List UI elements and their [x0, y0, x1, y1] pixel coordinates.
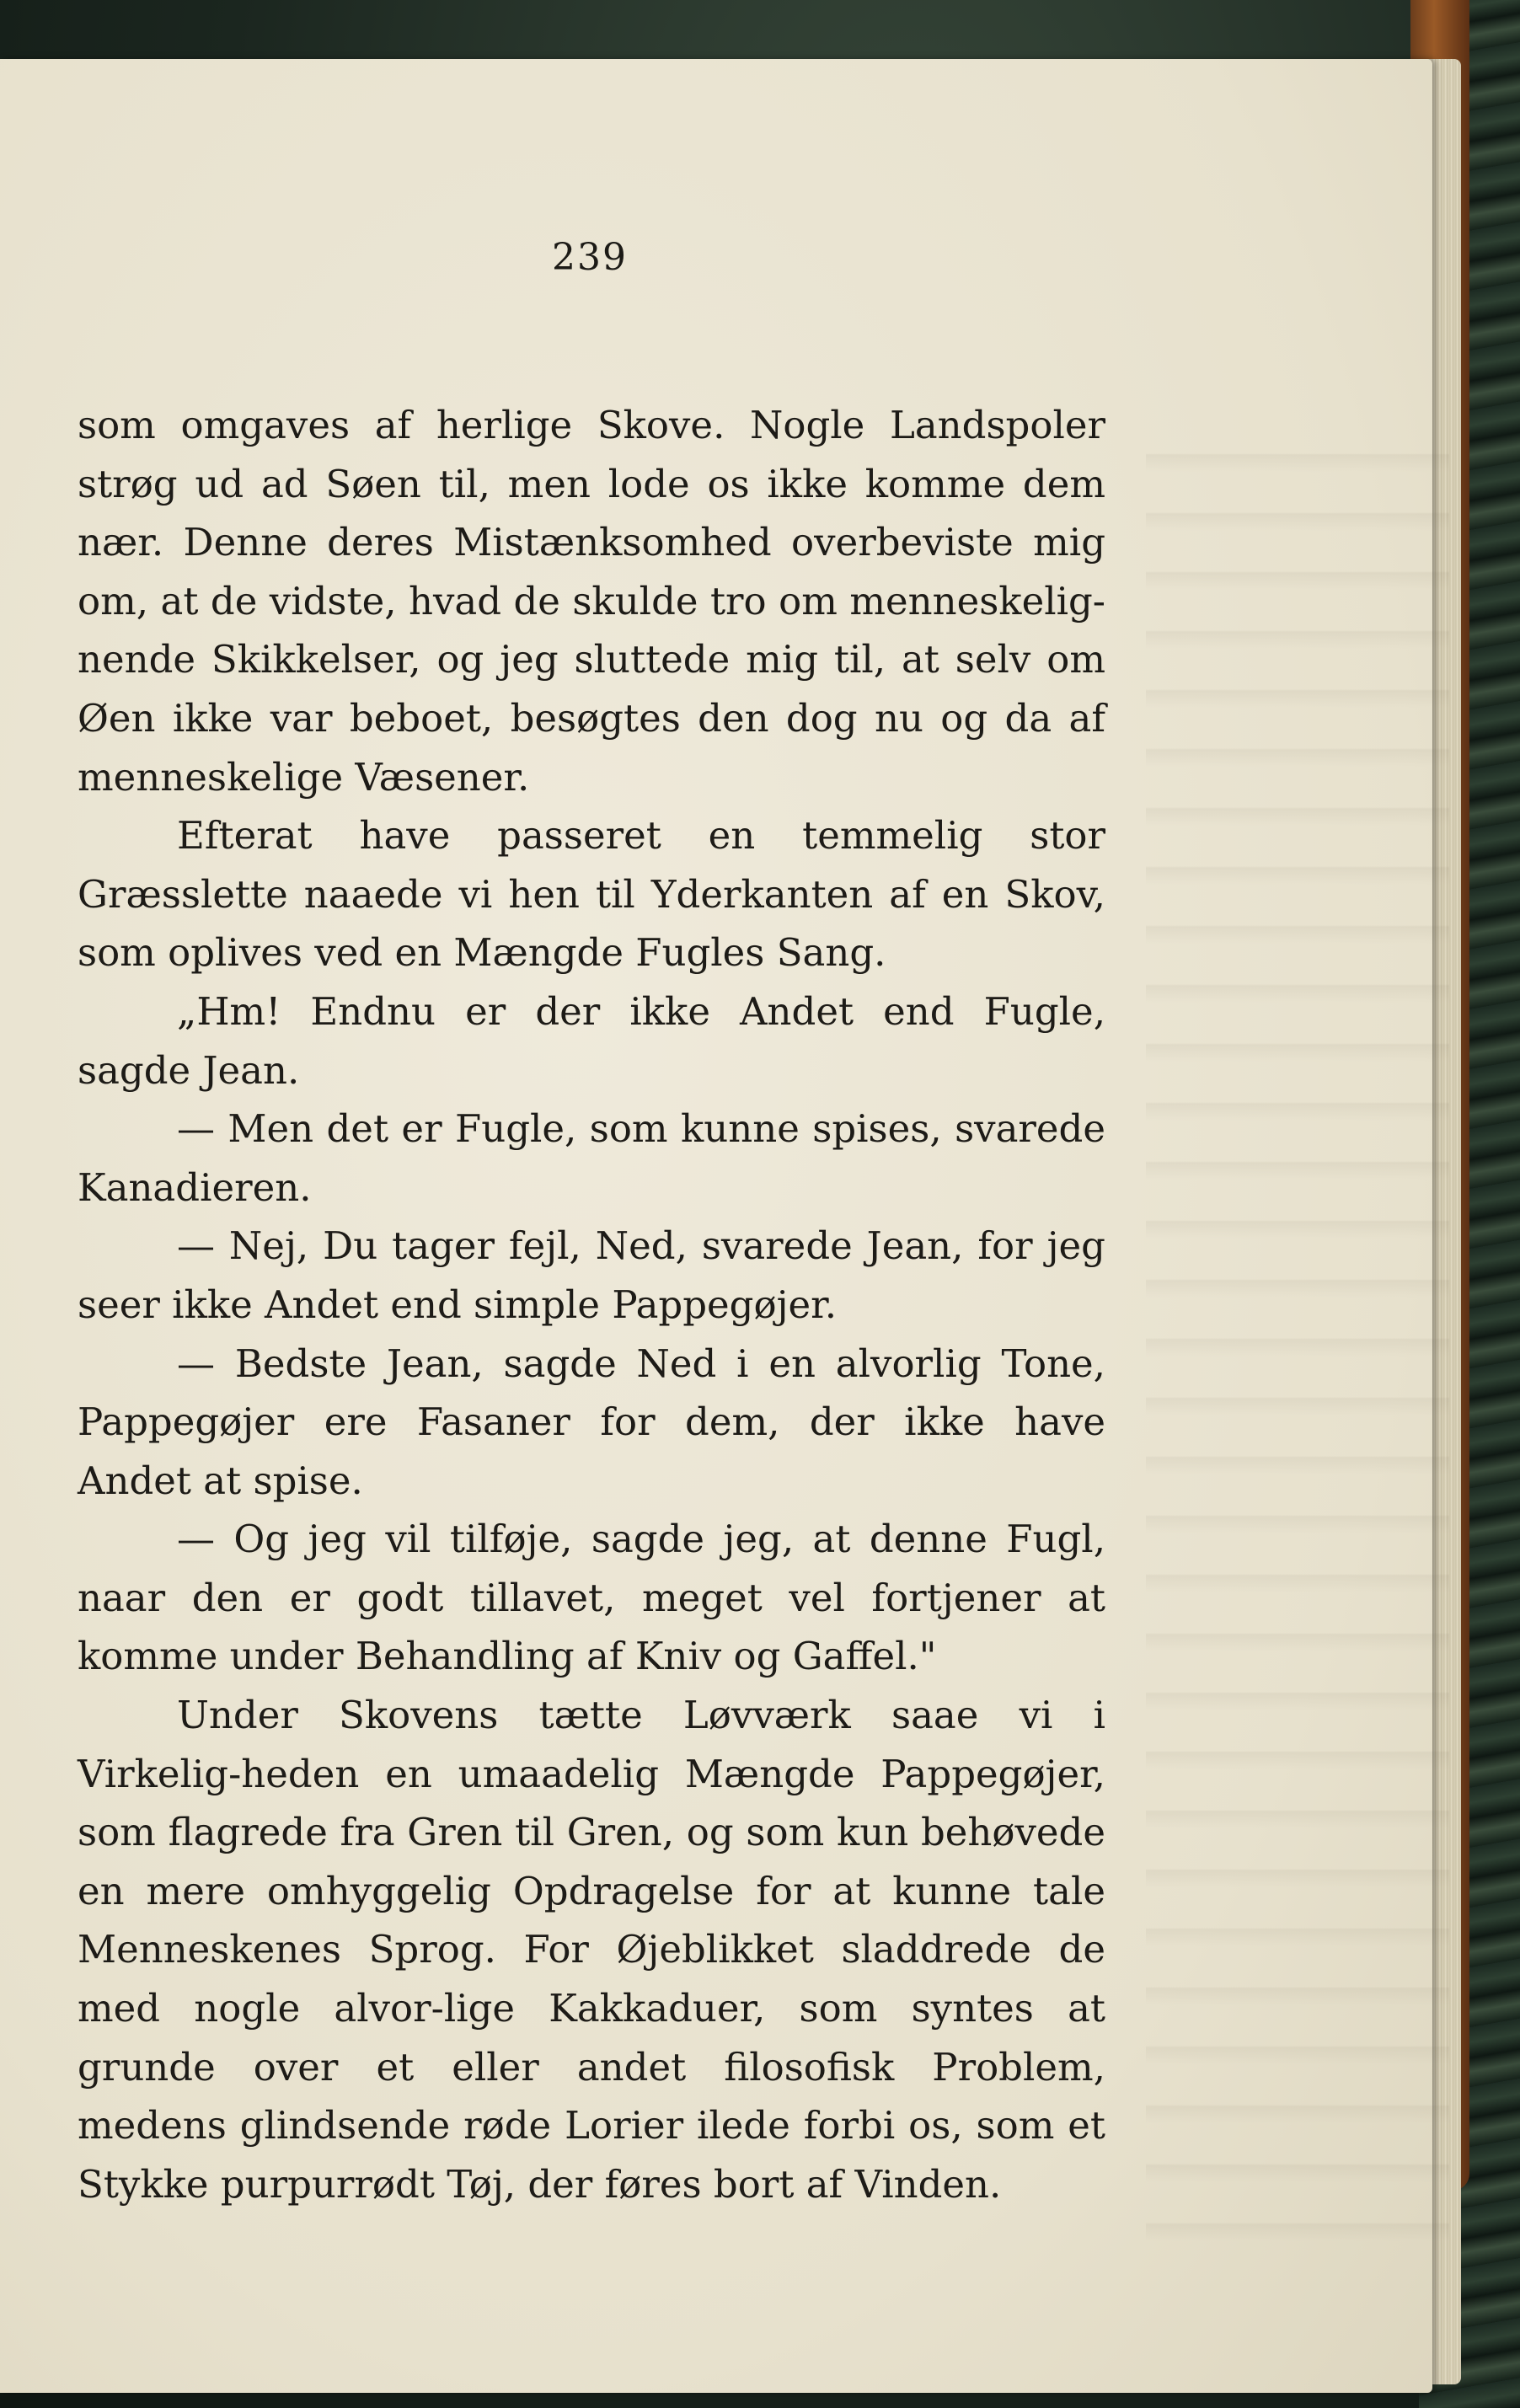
page-number: 239 [552, 236, 628, 279]
dialogue-line: — Men det er Fugle, som kunne spises, svarede Kanadieren. [78, 1106, 1105, 1210]
paragraph: som omgaves af herlige Skove. Nogle Landspoler strøg ud ad Søen til, men lode os ikke komme dem nær. Denne deres Mistænksomhed overbeviste mig om, at de vidste, hvad de skulde tro om menneskelig-nende Skikkelser, og jeg sluttede mig til, at selv om Øen ikke var beboet, besøgtes den dog nu og da af menneskelige Væsener. [78, 403, 1105, 800]
dialogue-line: — Bedste Jean, sagde Ned i en alvorlig Tone, Pappegøjer ere Fasaner for dem, der ikke have Andet at spise. [78, 1340, 1105, 1503]
paragraph: Under Skovens tætte Løvværk saae vi i Virkelig-heden en umaadelig Mængde Pappegøjer, som flagrede fra Gren til Gren, og som kun behøvede en mere omhyggelig Opdragelse for at kunne tale Menneskenes Sprog. For Øjeblikket sladdrede de med nogle alvor-lige Kakkaduer, som syntes at grunde over et eller andet filosofisk Problem, medens glindsende røde Lorier ilede forbi os, som et Stykke purpurrødt Tøj, der føres bort af Vinden. [78, 1693, 1105, 2207]
book-page [0, 59, 1432, 2393]
body-text [78, 396, 1105, 2213]
dialogue-line: „Hm! Endnu er der ikke Andet end Fugle, sagde Jean. [78, 988, 1105, 1093]
dialogue-line: — Og jeg vil tilføje, sagde jeg, at denne Fugl, naar den er godt tillavet, meget vel fortjener at komme under Behandling af Kniv og Gaffel." [78, 1517, 1105, 1679]
show-through-from-reverse [1146, 413, 1449, 2266]
dialogue-line: — Nej, Du tager fejl, Ned, svarede Jean, for jeg seer ikke Andet end simple Pappegøjer. [78, 1223, 1105, 1327]
paragraph: Efterat have passeret en temmelig stor Græsslette naaede vi hen til Yderkanten af en Skov, som oplives ved en Mængde Fugles Sang. [78, 813, 1105, 976]
